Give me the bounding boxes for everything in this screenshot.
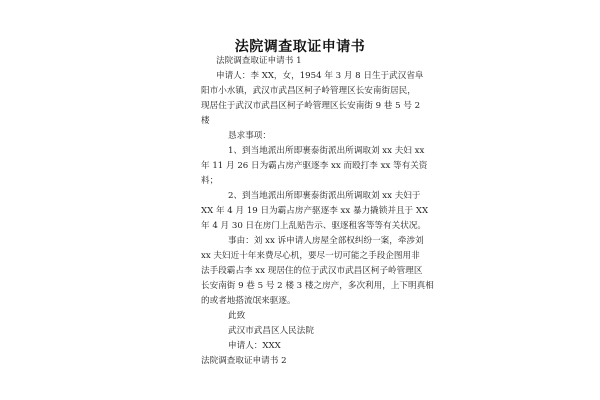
text-line: 年 11 月 26 日为霸占房产驱逐李 xx 而殴打李 xx 等有关资 — [201, 161, 428, 171]
text-line: 法院调查取证申请书 1 — [216, 56, 302, 66]
text-line: 武汉市武昌区人民法院 — [228, 326, 314, 336]
text-line: 申请人：XXX — [228, 341, 281, 351]
text-line: 现居住于武汉市武昌区柯子岭管理区长安南街 9 巷 5 号 2 — [201, 101, 421, 111]
text-line: 楼 — [201, 116, 210, 126]
text-line: 申请人：李 XX，女，1954 年 3 月 8 日生于武汉省阜 — [216, 71, 424, 81]
text-line: 阳市小水镇，武汉市武昌区柯子岭管理区长安南街居民， — [201, 86, 416, 96]
text-line: 年 4 月 30 日在房门上乱贴告示、驱逐租客等等有关状况。 — [201, 221, 426, 231]
text-line: 长安南街 9 巷 5 号 2 楼 3 楼之房产，多次利用，上下明真相 — [201, 281, 434, 291]
document-title: 法院调查取证申请书 — [234, 39, 366, 55]
text-line: 法院调查取证申请书 2 — [201, 356, 287, 366]
text-line: 法手段霸占李 xx 现居住的位于武汉市武昌区柯子岭管理区 — [201, 266, 423, 276]
text-line: 事由：刘 xx 诉申请人房屋全部权纠纷一案，牵涉刘 — [228, 236, 424, 246]
text-line: xx 夫妇近十年来费尽心机，要尽一切可能之手段企图用非 — [201, 251, 420, 261]
text-line: 1、到当地派出所即裹泰街派出所调取刘 xx 夫妇 xx — [228, 146, 425, 156]
text-line: 2、到当地派出所即裹泰街派出所调取刘 xx 夫妇于 — [228, 191, 421, 201]
text-line: 料； — [201, 176, 219, 186]
text-line: XX 年 4 月 19 日为霸占房产驱逐李 xx 暴力撬锁并且于 XX — [201, 206, 429, 216]
text-line: 的或者地搭流氓来驱逐。 — [201, 296, 296, 306]
text-line: 此致 — [228, 311, 246, 321]
text-line: 恳求事项： — [228, 131, 271, 141]
